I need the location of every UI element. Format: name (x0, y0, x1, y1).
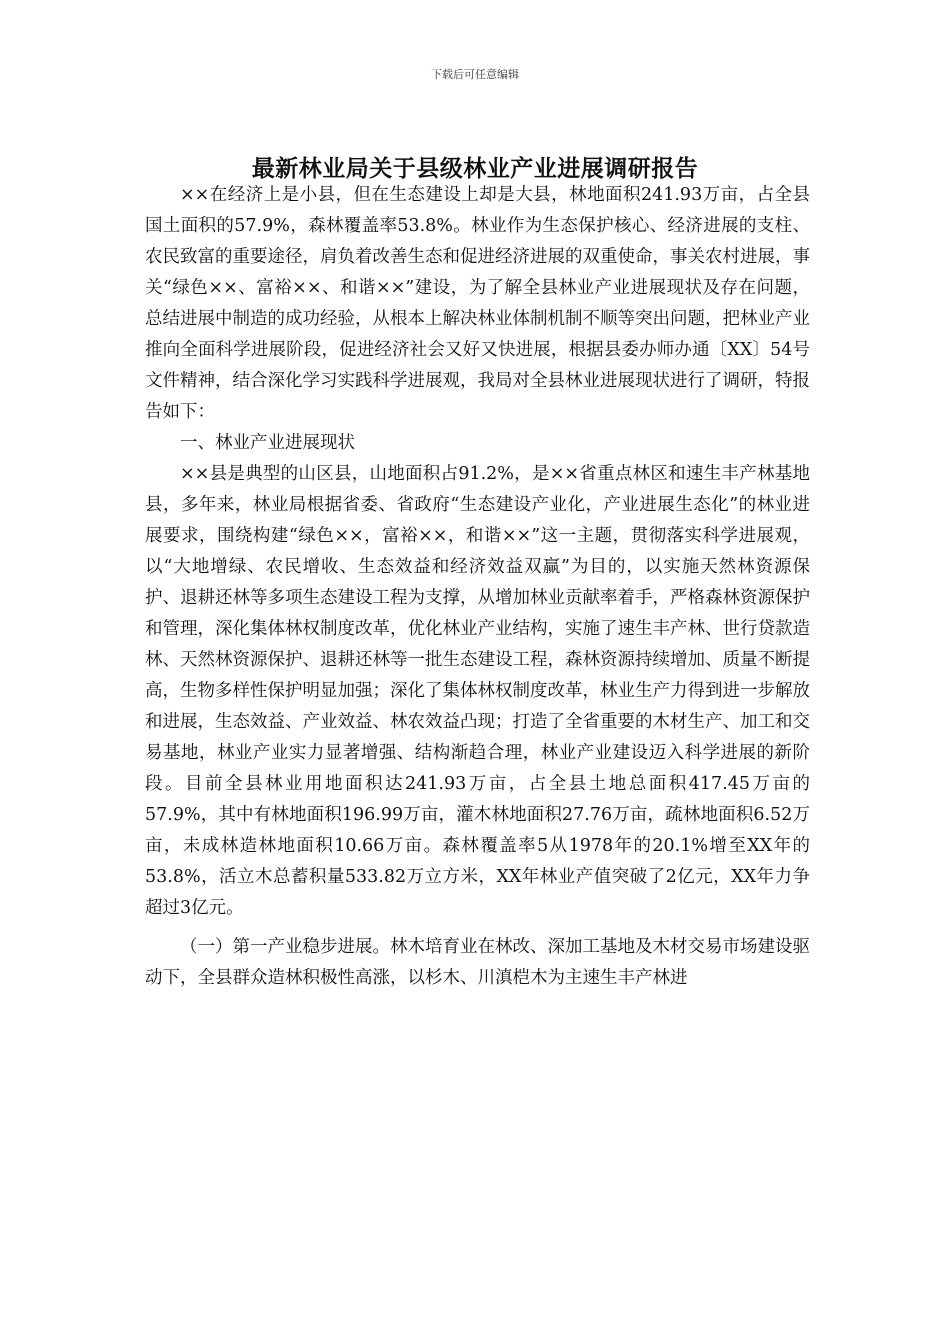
document-title: 最新林业局关于县级林业产业进展调研报告 (251, 156, 699, 182)
paragraph-status: ××县是典型的山区县，山地面积占91.2%，是××省重点林区和速生丰产林基地县，多年来，林业局根据省委、省政府“生态建设产业化，产业进展生态化”的林业进展要求，围绕构建“绿色××，富裕××，和谐××”这一主题，贯彻落实科学进展观，以“大地增绿、农民增收、生态效益和经济效益双赢”为目的，以实施天然林资源保护、退耕还林等多项生态建设工程为支撑，从增加林业贡献率着手，严格森林资源保护和管理，深化集体林权制度改革，优化林业产业结构，实施了速生丰产林、世行贷款造林、天然林资源保护、退耕还林等一批生态建设工程，森林资源持续增加、质量不断提高，生物多样性保护明显加强；深化了集体林权制度改革，林业生产力得到进一步解放和进展，生态效益、产业效益、林农效益凸现；打造了全省重要的木材生产、加工和交易基地，林业产业实力显著增强、结构渐趋合理，林业产业建设迈入科学进展的新阶段。目前全县林业用地面积达241.93万亩，占全县土地总面积417.45万亩的57.9%，其中有林地面积196.99万亩，灌木林地面积27.76万亩，疏林地面积6.52万亩，未成林造林地面积10.66万亩。森林覆盖率5从1978年的20.1%增至XX年的53.8%，活立木总蓄积量533.82万立方米，XX年林业产值突破了2亿元，XX年力争超过3亿元。 (145, 464, 810, 918)
section-heading: 一、林业产业进展现状 (180, 433, 355, 453)
paragraph-primary-industry: （一）第一产业稳步进展。林木培育业在林改、深加工基地及木材交易市场建设驱动下，全县群众造林积极性高涨，以杉木、川滇桤木为主速生丰产林进 (145, 937, 810, 988)
document-body (145, 180, 810, 994)
header-note: 下载后可任意编辑 (431, 68, 519, 81)
paragraph-intro: ××在经济上是小县，但在生态建设上却是大县，林地面积241.93万亩，占全县国土面积的57.9%，森林覆盖率53.8%。林业作为生态保护核心、经济进展的支柱、农民致富的重要途径，肩负着改善生态和促进经济进展的双重使命，事关农村进展，事关“绿色××、富裕××、和谐××”建设，为了解全县林业产业进展现状及存在问题，总结进展中制造的成功经验，从根本上解决林业体制机制不顺等突出问题，把林业产业推向全面科学进展阶段，促进经济社会又好又快进展，根据县委办师办通〔XX〕54号文件精神，结合深化学习实践科学进展观，我局对全县林业进展现状进行了调研，特报告如下： (145, 185, 810, 422)
